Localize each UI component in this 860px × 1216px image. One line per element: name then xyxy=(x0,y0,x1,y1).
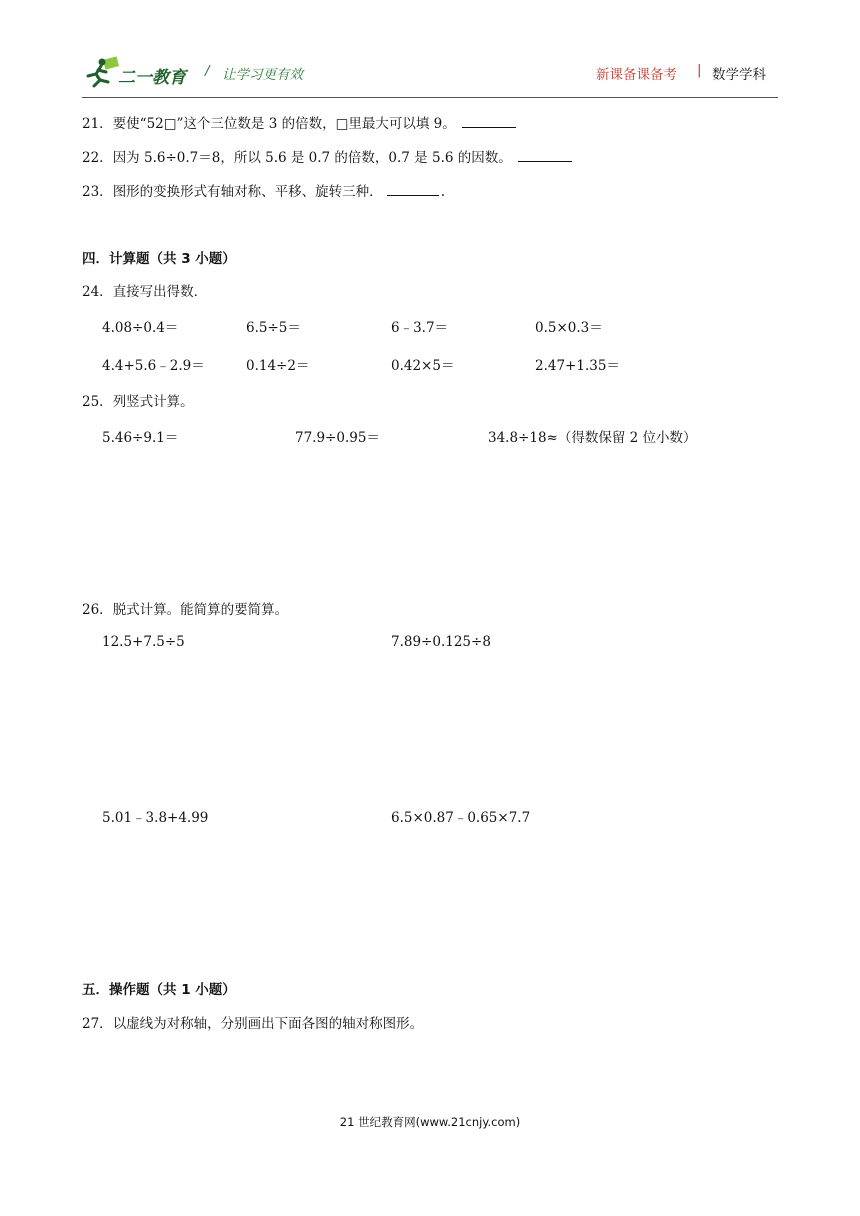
question-26 xyxy=(82,598,288,618)
logo-text: 二一教育 xyxy=(118,68,186,88)
answer-blank[interactable] xyxy=(462,115,516,128)
calc-item: 4.08÷0.4＝ xyxy=(102,320,179,336)
calc-item: 0.42×5＝ xyxy=(391,358,455,374)
question-text: 因为 5.6÷0.7＝8，所以 5.6 是 0.7 的倍数，0.7 是 5.6 的因数。 xyxy=(112,150,512,166)
calc-item: 34.8÷18≈（得数保留 2 位小数） xyxy=(488,430,697,446)
running-figure-icon xyxy=(82,56,120,88)
question-24 xyxy=(82,280,207,300)
section-4-title: 四．计算题（共 3 小题） xyxy=(82,251,236,267)
question-number: 23． xyxy=(82,184,113,200)
question-27 xyxy=(82,1012,423,1032)
question-number: 22． xyxy=(82,150,113,166)
logo xyxy=(82,56,192,90)
question-number: 24． xyxy=(82,284,113,300)
calc-item: 12.5+7.5÷5 xyxy=(102,634,185,650)
calc-item: 77.9÷0.95＝ xyxy=(295,430,380,446)
header-right-label: 新课备课备考 xyxy=(596,67,677,83)
question-number: 27． xyxy=(82,1016,113,1032)
calc-item: 6.5÷5＝ xyxy=(246,320,301,336)
question-number: 21． xyxy=(82,116,113,132)
question-text: 以虚线为对称轴，分别画出下面各图的轴对称图形。 xyxy=(112,1016,424,1032)
calc-item: 2.47+1.35＝ xyxy=(535,358,620,374)
page-footer: 21 世纪教育网(www.21cnjy.com) xyxy=(339,1115,521,1129)
calc-item: 6.5×0.87﹣0.65×7.7 xyxy=(391,810,531,826)
question-number: 26． xyxy=(82,602,113,618)
calc-item: 7.89÷0.125÷8 xyxy=(391,634,491,650)
calc-item: 0.14÷2＝ xyxy=(246,358,310,374)
question-number: 25． xyxy=(82,394,113,410)
answer-blank[interactable] xyxy=(518,149,572,162)
question-21 xyxy=(82,112,516,132)
question-22 xyxy=(82,146,572,166)
question-text: 直接写出得数． xyxy=(112,284,208,300)
section-5-title: 五．操作题（共 1 小题） xyxy=(82,982,236,998)
question-25 xyxy=(82,390,194,410)
question-suffix: . xyxy=(440,184,445,200)
question-text: 脱式计算。能简算的要简算。 xyxy=(112,602,289,618)
header-divider: | xyxy=(697,62,702,78)
question-23 xyxy=(82,180,445,200)
header-rule xyxy=(82,97,778,98)
question-text: 图形的变换形式有轴对称、平移、旋转三种． xyxy=(112,184,383,200)
question-text: 要使“52□”这个三位数是 3 的倍数，□里最大可以填 9。 xyxy=(112,116,456,132)
calc-item: 0.5×0.3＝ xyxy=(535,320,603,336)
header-subject: 数学学科 xyxy=(712,67,766,83)
calc-item: 5.46÷9.1＝ xyxy=(102,430,179,446)
answer-blank[interactable] xyxy=(387,183,439,196)
header-slogan: 让学习更有效 xyxy=(222,67,303,83)
question-text: 列竖式计算。 xyxy=(112,394,194,410)
calc-item: 6﹣3.7＝ xyxy=(391,320,449,336)
calc-item: 5.01﹣3.8+4.99 xyxy=(102,810,209,826)
header-slash: / xyxy=(205,63,210,79)
calc-item: 4.4+5.6﹣2.9＝ xyxy=(102,358,205,374)
